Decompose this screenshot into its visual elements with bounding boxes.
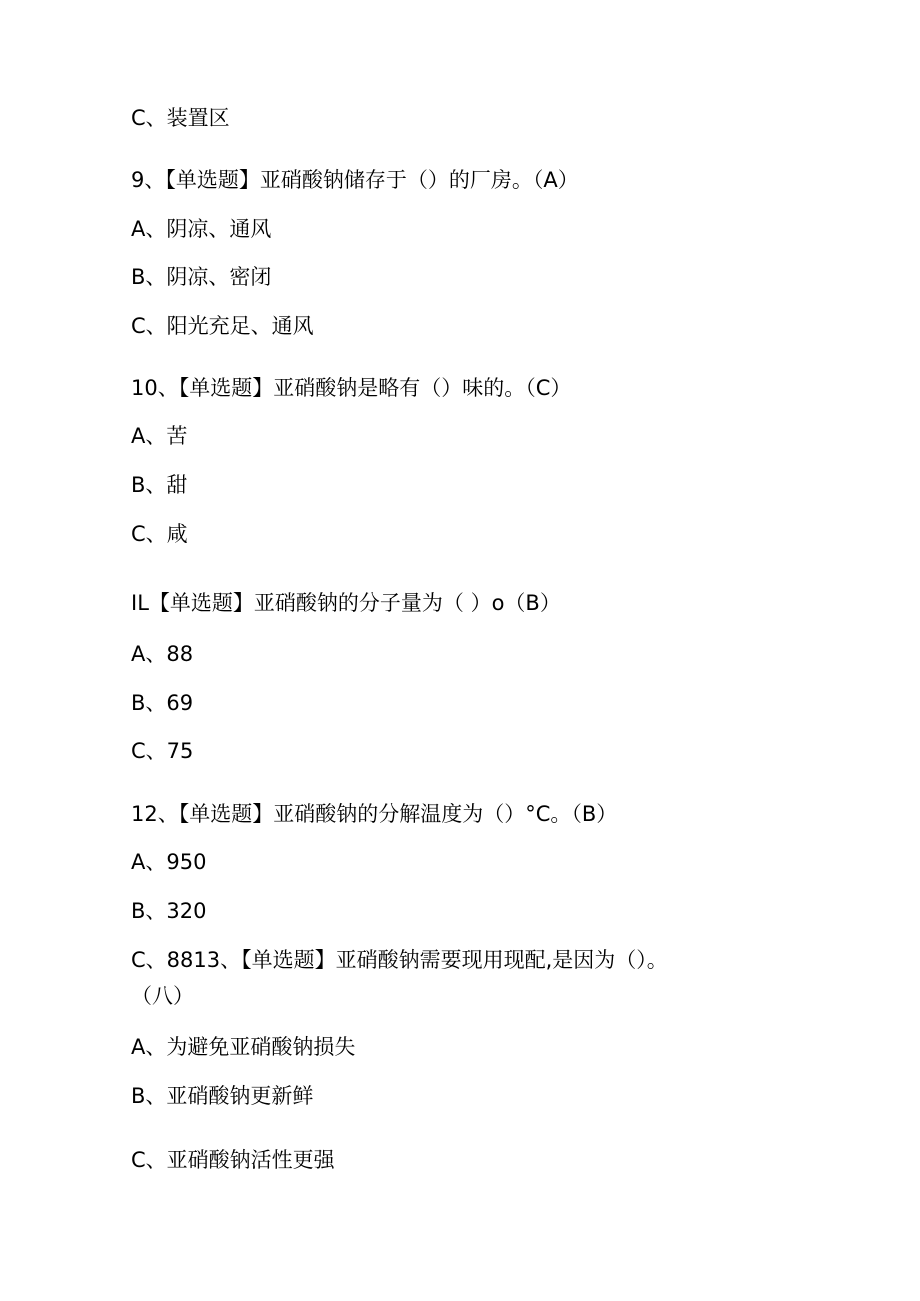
option-question-line: C、8813、【单选题】亚硝酸钠需要现用现配,是因为（）。 <box>131 948 668 972</box>
option-line: B、阴凉、密闭 <box>131 265 272 289</box>
question-line: 12、【单选题】亚硝酸钠的分解温度为（）°C。（B） <box>131 802 618 826</box>
option-line: A、苦 <box>131 424 188 448</box>
answer-line: （八） <box>131 984 194 1008</box>
option-line: C、75 <box>131 739 194 763</box>
question-line: IL【单选题】亚硝酸钠的分子量为（ ）o（B） <box>131 591 561 615</box>
option-line: B、亚硝酸钠更新鲜 <box>131 1084 314 1108</box>
option-line: B、甜 <box>131 473 188 497</box>
option-line: A、950 <box>131 850 207 874</box>
option-line: C、阳光充足、通风 <box>131 314 314 338</box>
option-line: A、88 <box>131 642 194 666</box>
option-line: B、69 <box>131 691 194 715</box>
question-line: 10、【单选题】亚硝酸钠是略有（）味的。（C） <box>131 376 572 400</box>
question-line: 9、【单选题】亚硝酸钠储存于（）的厂房。（A） <box>131 168 579 192</box>
option-line: C、装置区 <box>131 106 230 130</box>
option-line: A、阴凉、通风 <box>131 217 272 241</box>
option-line: C、亚硝酸钠活性更强 <box>131 1148 335 1172</box>
option-line: A、为避免亚硝酸钠损失 <box>131 1035 356 1059</box>
option-line: B、320 <box>131 899 207 923</box>
option-line: C、咸 <box>131 522 188 546</box>
